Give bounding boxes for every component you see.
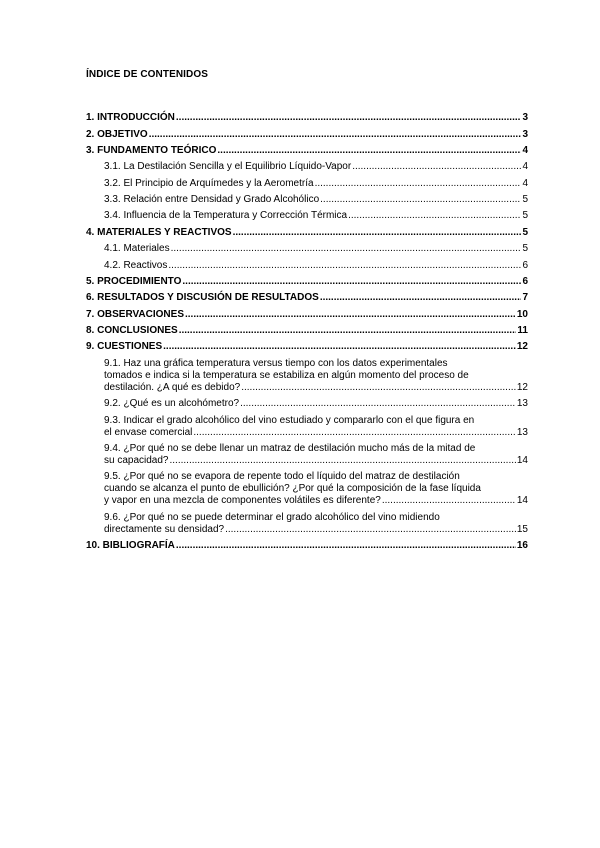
dot-leader — [163, 341, 516, 353]
dot-leader — [171, 243, 522, 255]
toc-page-number: 6 — [522, 275, 528, 287]
toc-entry-label: el envase comercial — [104, 426, 193, 438]
toc-entry-4-1[interactable] — [104, 241, 528, 257]
dot-leader — [233, 227, 522, 239]
toc-page-number: 15 — [516, 523, 528, 535]
toc-page-number: 5 — [522, 194, 528, 206]
toc-page-number: 14 — [516, 454, 528, 466]
dot-leader — [170, 455, 516, 467]
dot-leader — [315, 178, 522, 190]
toc-entry-cuestiones[interactable] — [86, 339, 528, 355]
toc-page-number: 4 — [522, 144, 528, 156]
toc-entry-text-line: 9.4. ¿Por qué no se debe llenar un matraz de destilación mucho más de la mitad de — [104, 442, 476, 454]
dot-leader — [352, 161, 521, 173]
toc-entry-fundamento-teorico[interactable] — [86, 143, 528, 159]
dot-leader — [168, 260, 521, 272]
dot-leader — [320, 292, 522, 304]
toc-entry-label: 4.1. Materiales — [104, 243, 170, 255]
toc-entry-3-4[interactable] — [104, 208, 528, 224]
toc-entry-label: 3.1. La Destilación Sencilla y el Equilibrio Líquido-Vapor — [104, 161, 352, 173]
toc-entry-4-2[interactable] — [104, 257, 528, 273]
dot-leader — [185, 309, 516, 321]
toc-entry-resultados[interactable] — [86, 290, 528, 306]
toc-entry-label: directamente su densidad? — [104, 523, 225, 535]
toc-entry-label: 2. OBJETIVO — [86, 128, 148, 140]
toc-entry-3-3[interactable] — [104, 192, 528, 208]
dot-leader — [149, 129, 522, 141]
toc-page-number: 10 — [516, 308, 528, 320]
dot-leader — [179, 325, 517, 337]
toc-entry-9-2[interactable] — [104, 396, 528, 412]
dot-leader — [320, 194, 521, 206]
toc-entry-label: 1. INTRODUCCIÓN — [86, 112, 175, 124]
toc-page-number: 3 — [522, 112, 528, 124]
dot-leader — [193, 427, 516, 439]
toc-entry-text-line: 9.5. ¿Por qué no se evapora de repente todo el líquido del matraz de destilación — [104, 471, 460, 483]
toc-entry-label: 4.2. Reactivos — [104, 259, 168, 271]
toc-entry-label: y vapor en una mezcla de componentes volátiles es diferente? — [104, 495, 381, 507]
toc-entry-label: 3.2. El Principio de Arquímedes y la Aerometría — [104, 177, 314, 189]
toc-entry-label: su capacidad? — [104, 454, 169, 466]
toc-entry-label: 9. CUESTIONES — [86, 341, 163, 353]
table-of-contents — [86, 110, 528, 554]
toc-entry-label: 6. RESULTADOS Y DISCUSIÓN DE RESULTADOS — [86, 292, 319, 304]
toc-entry-9-5[interactable] — [104, 469, 528, 509]
toc-entry-text-line: 9.3. Indicar el grado alcohólico del vino estudiado y compararlo con el que figura en — [104, 414, 475, 426]
toc-entry-text-line: 9.1. Haz una gráfica temperatura versus tiempo con los datos experimentales — [104, 357, 448, 369]
toc-entry-9-6[interactable] — [104, 510, 528, 538]
toc-entry-9-3[interactable] — [104, 412, 528, 440]
toc-page-number: 11 — [517, 325, 528, 337]
dot-leader — [176, 112, 522, 124]
toc-page-number: 7 — [522, 292, 528, 304]
dot-leader — [348, 210, 521, 222]
toc-entry-text-line: cuando se alcanza el punto de ebullición? ¿Por qué la composición de la fase líquida — [104, 483, 481, 495]
toc-page-number: 12 — [516, 381, 528, 393]
toc-page-number: 4 — [522, 177, 528, 189]
toc-page-number: 4 — [522, 161, 528, 173]
dot-leader — [176, 540, 516, 552]
toc-page-number: 13 — [516, 426, 528, 438]
dot-leader — [241, 382, 516, 394]
toc-entry-label: 3. FUNDAMENTO TEÓRICO — [86, 144, 217, 156]
toc-page-number: 5 — [522, 226, 528, 238]
toc-entry-3-2[interactable] — [104, 176, 528, 192]
toc-entry-observaciones[interactable] — [86, 307, 528, 323]
toc-entry-label: destilación. ¿A qué es debido? — [104, 381, 241, 393]
toc-entry-label: 7. OBSERVACIONES — [86, 308, 184, 320]
toc-page-number: 3 — [522, 128, 528, 140]
dot-leader — [240, 398, 516, 410]
toc-entry-9-4[interactable] — [104, 441, 528, 469]
toc-entry-9-1[interactable] — [104, 356, 528, 396]
dot-leader — [225, 524, 516, 536]
toc-page-number: 5 — [522, 210, 528, 222]
toc-entry-label: 3.4. Influencia de la Temperatura y Corrección Térmica — [104, 210, 348, 222]
page-title: ÍNDICE DE CONTENIDOS — [86, 69, 209, 80]
dot-leader — [217, 145, 521, 157]
toc-entry-objetivo[interactable] — [86, 126, 528, 142]
toc-entry-bibliografia[interactable] — [86, 538, 528, 554]
toc-entry-3-1[interactable] — [104, 159, 528, 175]
toc-entry-text-line: tomados e indica si la temperatura se estabiliza en algún momento del proceso de — [104, 369, 469, 381]
toc-entry-label: 4. MATERIALES Y REACTIVOS — [86, 226, 232, 238]
dot-leader — [382, 495, 516, 507]
toc-entry-label: 5. PROCEDIMIENTO — [86, 275, 182, 287]
toc-entry-introduccion[interactable] — [86, 110, 528, 126]
toc-page-number: 12 — [516, 341, 528, 353]
toc-entry-text-line: 9.6. ¿Por qué no se puede determinar el grado alcohólico del vino midiendo — [104, 511, 440, 523]
toc-entry-materiales-reactivos[interactable] — [86, 225, 528, 241]
toc-entry-label: 3.3. Relación entre Densidad y Grado Alcohólico — [104, 194, 320, 206]
toc-entry-procedimiento[interactable] — [86, 274, 528, 290]
toc-page-number: 14 — [516, 495, 528, 507]
toc-page-number: 6 — [522, 259, 528, 271]
toc-entry-label: 8. CONCLUSIONES — [86, 325, 178, 337]
dot-leader — [182, 276, 521, 288]
toc-entry-label: 10. BIBLIOGRAFÍA — [86, 540, 175, 552]
toc-entry-conclusiones[interactable] — [86, 323, 528, 339]
toc-entry-label: 9.2. ¿Qué es un alcohómetro? — [104, 398, 240, 410]
toc-page-number: 16 — [516, 540, 528, 552]
toc-page-number: 5 — [522, 243, 528, 255]
toc-page-number: 13 — [516, 398, 528, 410]
